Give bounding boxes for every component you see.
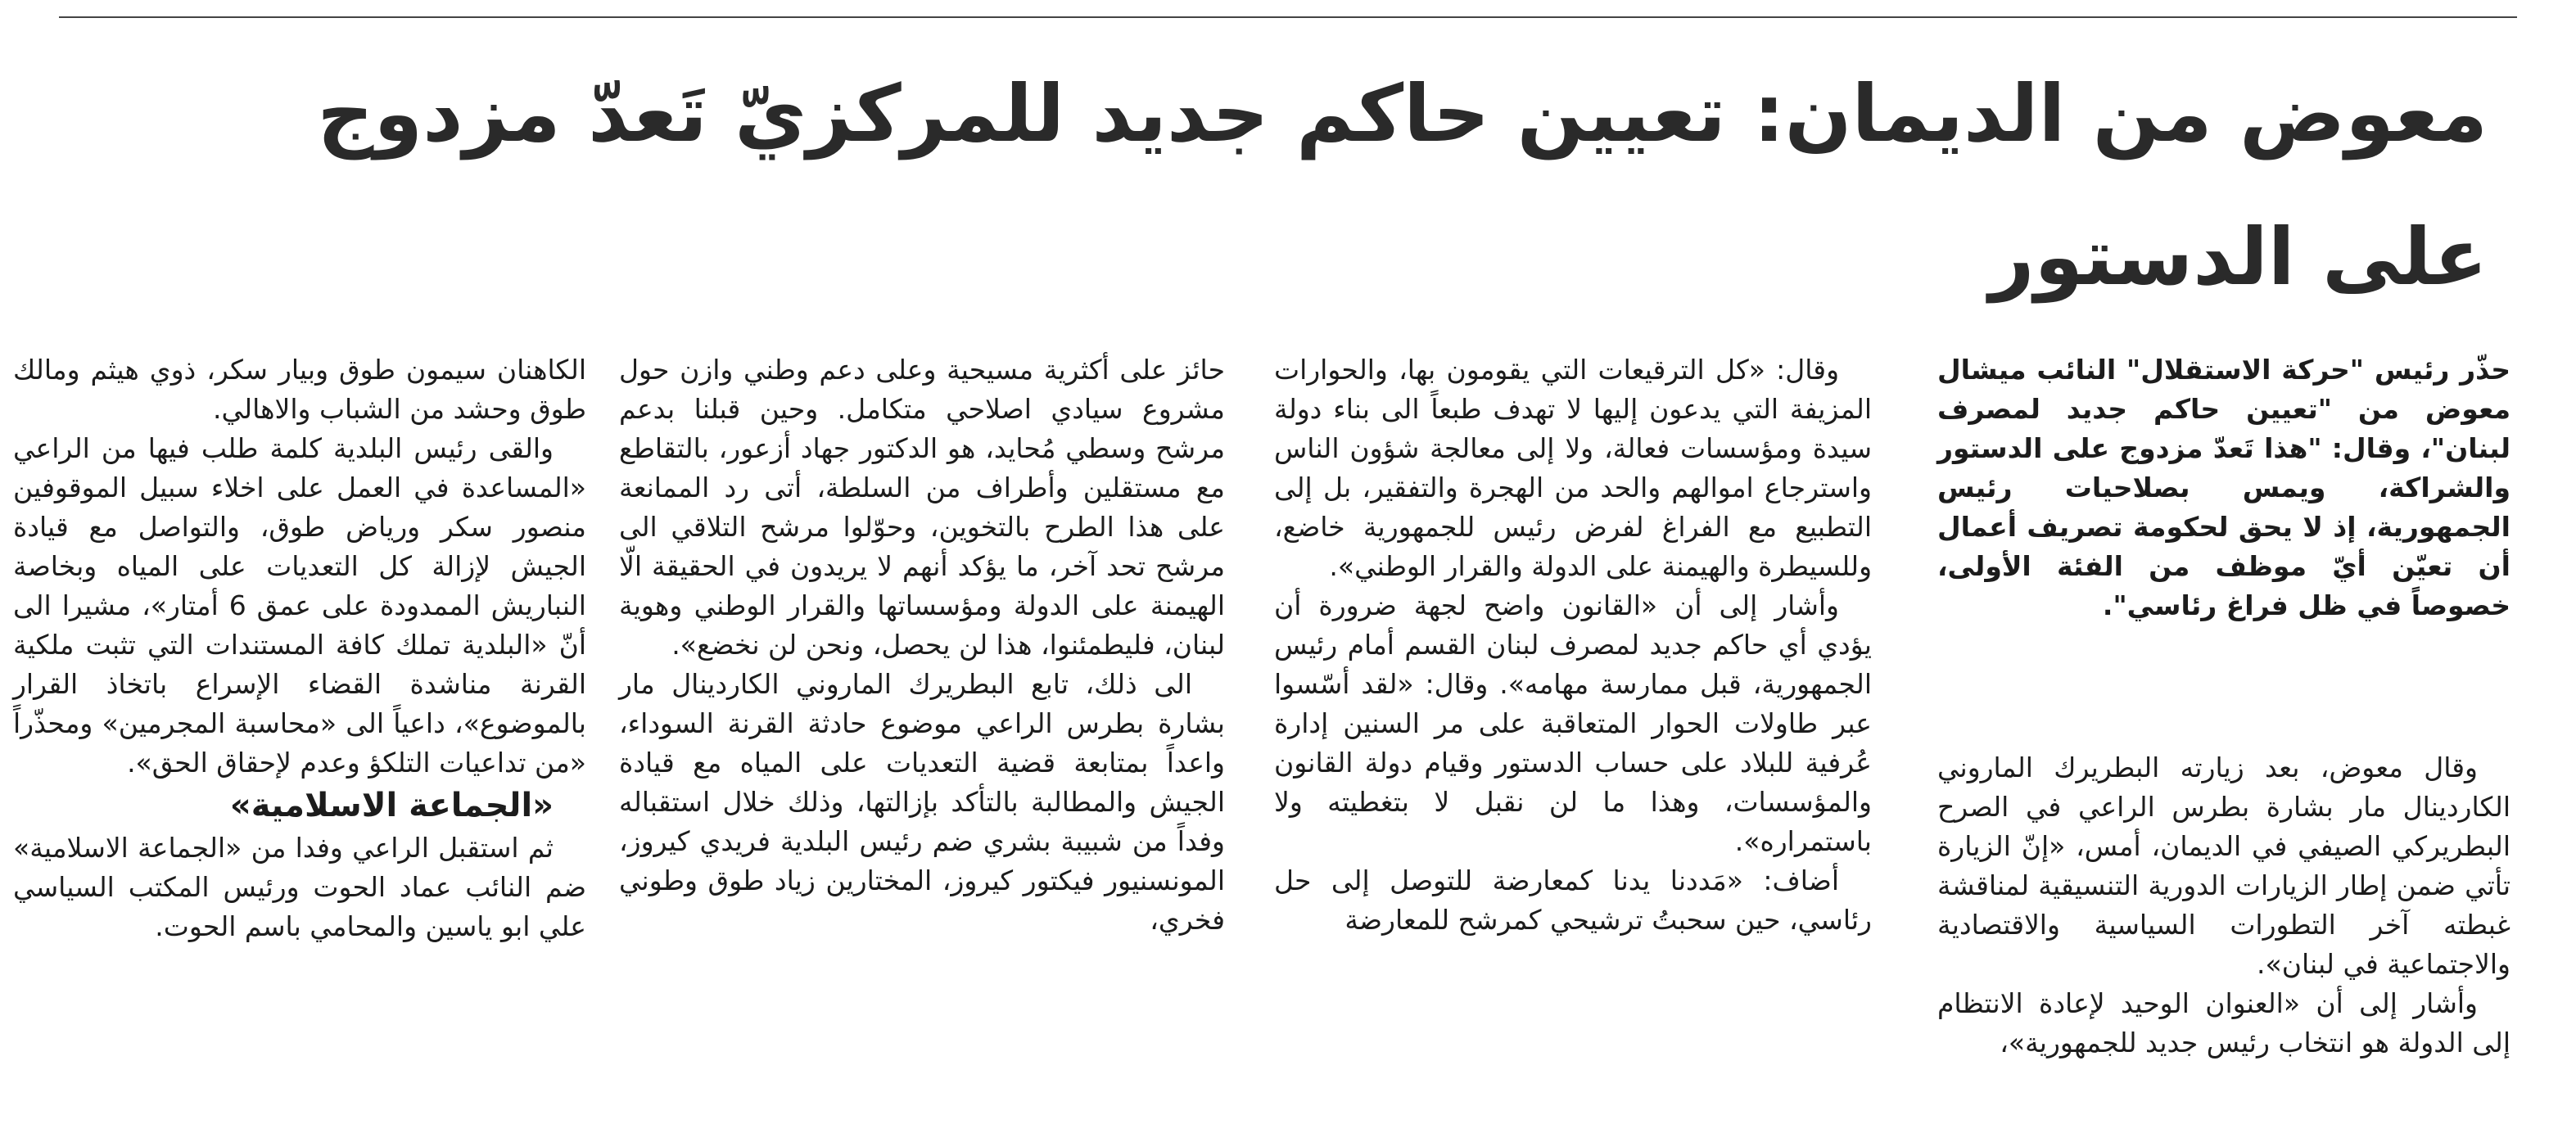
top-rule: [59, 16, 2517, 18]
article-column-1: [1937, 350, 2510, 1063]
article-column-2: [1274, 350, 1872, 940]
paragraph: أضاف: «مَددنا يدنا كمعارضة للتوصل إلى حل رئاسي، حين سحبتُ ترشيحي كمرشح للمعارضة: [1274, 864, 1872, 936]
paragraph: الى ذلك، تابع البطريرك الماروني الكاردينال مار بشارة بطرس الراعي موضوع حادثة القرنة السوداء، واعداً بمتابعة قضية التعديات على المياه مع قيادة الجيش والمطالبة بالتأكد بإزالتها، وذلك خلال استقباله وفداً من شبيبة بشري ضم رئيس البلدية فريدي كيروز، المونسنيور فيكتور كيروز، المختارين زياد طوق وطوني فخري،: [619, 668, 1225, 936]
headline: معوض من الديمان: تعيين حاكم جديد للمركزيّ تَعدّ مزدوج على الدستور: [317, 68, 2488, 303]
paragraph: وقال: «كل الترقيعات التي يقومون بها، والحوارات المزيفة التي يدعون إليها لا تهدف طبعاً الى بناء دولة سيدة ومؤسسات فعالة، ولا إلى معالجة شؤون الناس واسترجاع اموالهم والحد من الهجرة والتفقير، بل إلى التطبيع مع الفراغ لفرض رئيس للجمهورية خاضع، وللسيطرة والهيمنة على الدولة والقرار الوطني».: [1274, 354, 1872, 582]
paragraph: وأشار إلى أن «العنوان الوحيد لإعادة الانتظام إلى الدولة هو انتخاب رئيس جديد للجمهورية»،: [1937, 987, 2510, 1059]
article-column-3: [619, 350, 1225, 940]
paragraph: وقال معوض، بعد زيارته البطريرك الماروني الكاردينال مار بشارة بطرس الراعي في الصرح البطريركي الصيفي في الديمان، أمس، «إنّ الزيارة تأتي ضمن إطار الزيارات الدورية التنسيقية لمناقشة غبطته آخر التطورات السياسية والاقتصادية والاجتماعية في لبنان».: [1937, 752, 2510, 980]
lead-paragraph: حذّر رئيس "حركة الاستقلال" النائب ميشال معوض من "تعيين حاكم جديد لمصرف لبنان"، وقال: "هذا تَعدّ مزدوج على الدستور والشراكة، ويمس بصلاحيات رئيس الجمهورية، إذ لا يحق لحكومة تصريف أعمال أن تعيّن أيّ موظف من الفئة الأولى، خصوصاً في ظل فراغ رئاسي".: [1937, 354, 2510, 621]
article-column-4: [13, 350, 586, 946]
paragraph: الكاهنان سيمون طوق وبيار سكر، ذوي هيثم ومالك طوق وحشد من الشباب والاهالي.: [13, 354, 586, 425]
column-gap: [1937, 625, 2510, 748]
paragraph: حائز على أكثرية مسيحية وعلى دعم وطني وازن حول مشروع سيادي اصلاحي متكامل. وحين قبلنا بدعم مرشح وسطي مُحايد، هو الدكتور جهاد أزعور، بالتقاطع مع مستقلين وأطراف من السلطة، أتى رد الممانعة على هذا الطرح بالتخوين، وحوّلوا مرشح التلاقي الى مرشح تحد آخر، ما يؤكد أنهم لا يريدون في الحقيقة الّا الهيمنة على الدولة ومؤسساتها والقرار الوطني وهوية لبنان، فليطمئنوا، هذا لن يحصل، ونحن لن نخضع».: [619, 354, 1225, 661]
paragraph: والقى رئيس البلدية كلمة طلب فيها من الراعي «المساعدة في العمل على اخلاء سبيل الموقوفين منصور سكر ورياض طوق، والتواصل مع قيادة الجيش لإزالة كل التعديات على المياه وبخاصة النباريش الممدودة على عمق 6 أمتار»، مشيرا الى أنّ «البلدية تملك كافة المستندات التي تثبت ملكية القرنة مناشدة القضاء الإسراع باتخاذ القرار بالموضوع»، داعياً الى «محاسبة المجرمين» ومحذّراً «من تداعيات التلكؤ وعدم لإحقاق الحق».: [13, 432, 586, 779]
paragraph: وأشار إلى أن «القانون واضح لجهة ضرورة أن يؤدي أي حاكم جديد لمصرف لبنان القسم أمام رئيس الجمهورية، قبل ممارسة مهامه». وقال: «لقد أسّسوا عبر طاولات الحوار المتعاقبة على مر السنين إدارة عُرفية للبلاد على حساب الدستور وقيام دولة القانون والمؤسسات، وهذا ما لن نقبل لا بتغطيته ولا باستمراره».: [1274, 589, 1872, 857]
paragraph: ثم استقبل الراعي وفدا من «الجماعة الاسلامية» ضم النائب عماد الحوت ورئيس المكتب السياسي علي ابو ياسين والمحامي باسم الحوت.: [13, 832, 586, 942]
section-subhead: «الجماعة الاسلامية»: [229, 787, 554, 824]
